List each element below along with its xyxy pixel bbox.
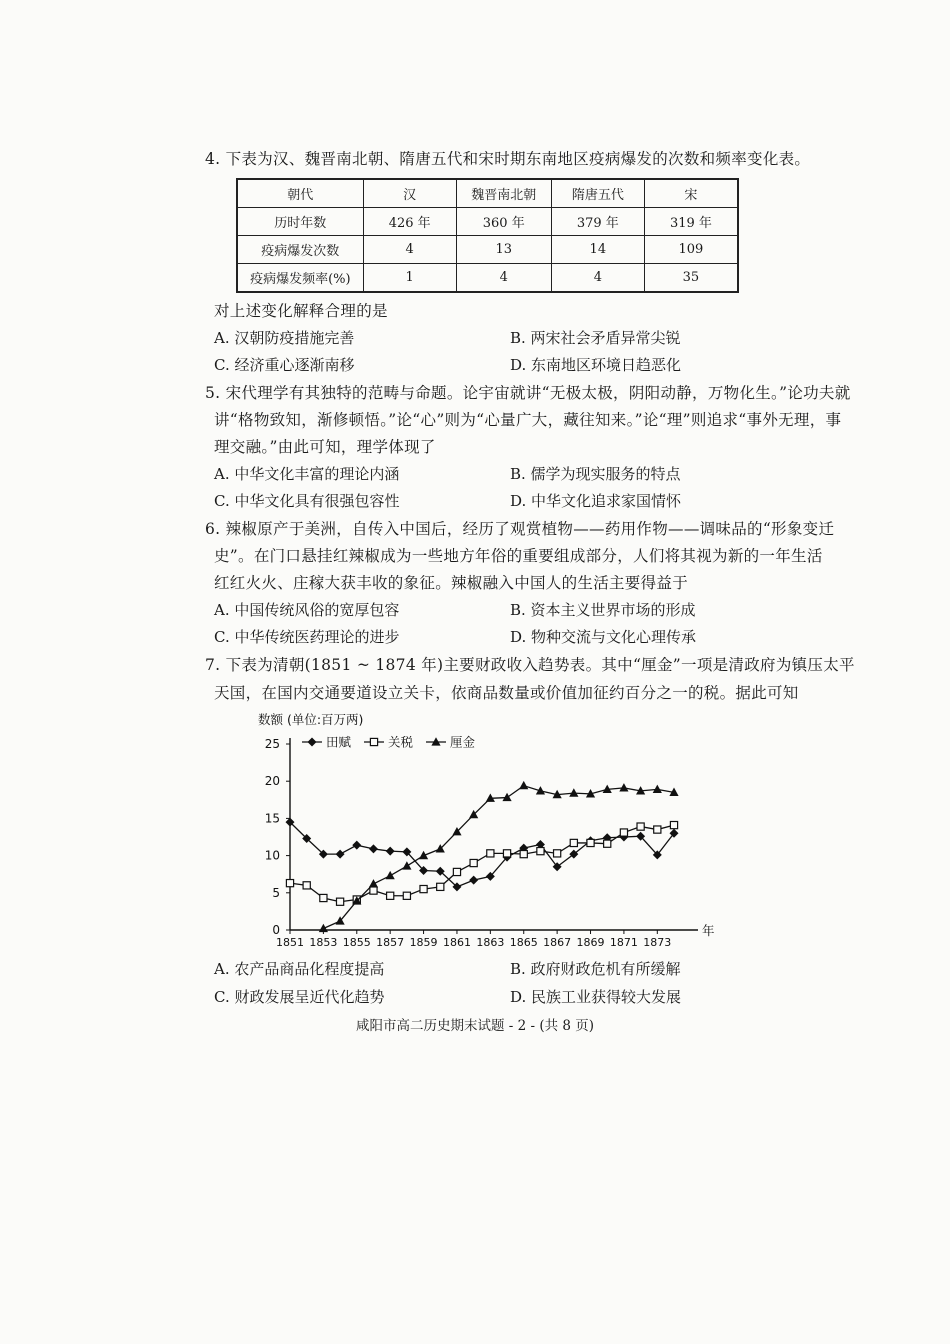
table-cell: 4 — [551, 264, 644, 293]
legend-marker — [308, 738, 317, 747]
data-point — [320, 894, 327, 901]
x-tick-label: 1859 — [409, 936, 438, 949]
table-cell: 109 — [644, 236, 738, 264]
data-point — [502, 793, 511, 801]
x-tick-label: 1871 — [609, 936, 638, 949]
x-tick-label: 1865 — [509, 936, 538, 949]
table-cell: 360 年 — [456, 208, 551, 236]
x-tick-label: 1869 — [576, 936, 605, 949]
table-cell: 魏晋南北朝 — [456, 179, 551, 208]
y-tick-label: 20 — [264, 774, 280, 789]
table-cell: 319 年 — [644, 208, 738, 236]
legend-label: 田赋 — [326, 734, 352, 750]
q6-option-c[interactable]: C. 中华传统医药理论的进步 — [214, 628, 400, 646]
q6-stem-line-2: 史”。在门口悬挂红辣椒成为一些地方年俗的重要组成部分，人们将其视为新的一年生活 — [214, 547, 823, 565]
x-tick-label: 1867 — [543, 936, 572, 949]
series-line-0 — [290, 822, 674, 887]
legend-label: 关税 — [388, 734, 414, 750]
data-point — [470, 859, 477, 866]
data-point — [637, 823, 644, 830]
table-cell: 13 — [456, 236, 551, 264]
data-point — [554, 850, 561, 857]
data-point — [604, 840, 611, 847]
data-point — [303, 882, 310, 889]
series-line-1 — [290, 825, 674, 902]
data-point — [587, 839, 594, 846]
data-point — [387, 892, 394, 899]
x-tick-label: 1853 — [309, 936, 338, 949]
x-tick-label: 1861 — [442, 936, 471, 949]
data-point — [503, 850, 510, 857]
data-point — [352, 841, 361, 850]
data-point — [670, 821, 677, 828]
y-axis-label: 数额 (单位:百万两) — [258, 712, 364, 727]
data-point — [620, 829, 627, 836]
data-point — [520, 851, 527, 858]
data-point — [570, 839, 577, 846]
q5-option-a[interactable]: A. 中华文化丰富的理论内涵 — [214, 465, 400, 483]
x-tick-label: 1863 — [476, 936, 505, 949]
y-tick-label: 15 — [264, 811, 280, 826]
table-row — [237, 236, 738, 264]
data-point — [336, 898, 343, 905]
data-point — [369, 844, 378, 853]
q5-stem-line-3: 理交融。”由此可知，理学体现了 — [214, 438, 436, 456]
table-cell: 4 — [363, 236, 456, 264]
data-point — [386, 871, 395, 879]
data-point — [403, 892, 410, 899]
q4-table — [236, 178, 739, 293]
table-cell: 426 年 — [363, 208, 456, 236]
y-tick-label: 25 — [264, 737, 280, 751]
q6-stem-line-3: 红红火火、庄稼大获丰收的象征。辣椒融入中国人的生活主要得益于 — [214, 574, 689, 592]
data-point — [402, 861, 411, 869]
table-cell: 35 — [644, 264, 738, 293]
x-tick-label: 1857 — [376, 936, 405, 949]
q7-option-b[interactable]: B. 政府财政危机有所缓解 — [510, 960, 681, 978]
table-cell: 汉 — [363, 179, 456, 208]
x-tick-label: 1851 — [276, 936, 304, 949]
x-axis-label: 年 — [702, 923, 715, 938]
data-point — [453, 868, 460, 875]
q6-stem-line-1: 6. 辣椒原产于美洲，自传入中国后，经历了观赏植物——药用作物——调味品的“形象变迁 — [205, 520, 835, 538]
data-point — [369, 879, 378, 887]
data-point — [519, 781, 528, 789]
x-tick-label: 1873 — [643, 936, 672, 949]
q4-prompt: 对上述变化解释合理的是 — [214, 302, 388, 320]
data-point — [487, 850, 494, 857]
q6-option-d[interactable]: D. 物种交流与文化心理传承 — [510, 628, 697, 646]
table-row — [237, 264, 738, 293]
table-cell: 疫病爆发频率(%) — [237, 264, 363, 293]
table-cell: 14 — [551, 236, 644, 264]
page-footer: 咸阳市高二历史期末试题 - 2 - (共 8 页) — [355, 1018, 595, 1034]
table-header-row — [237, 179, 738, 208]
data-point — [420, 885, 427, 892]
q7-stem-line-2: 天国，在国内交通要道设立关卡，依商品数量或价值加征约百分之一的税。据此可知 — [214, 684, 799, 702]
data-point — [537, 848, 544, 855]
q4-option-a[interactable]: A. 汉朝防疫措施完善 — [214, 329, 355, 347]
table-cell: 379 年 — [551, 208, 644, 236]
table-cell: 隋唐五代 — [551, 179, 644, 208]
revenue-line-chart — [250, 706, 730, 956]
table-row — [237, 208, 738, 236]
legend-label: 厘金 — [450, 734, 476, 750]
q7-option-d[interactable]: D. 民族工业获得较大发展 — [510, 988, 682, 1006]
table-cell: 1 — [363, 264, 456, 293]
table-cell: 历时年数 — [237, 208, 363, 236]
data-point — [386, 847, 395, 856]
data-point — [319, 924, 328, 932]
data-point — [469, 876, 478, 885]
data-point — [569, 788, 578, 796]
q7-option-c[interactable]: C. 财政发展呈近代化趋势 — [214, 988, 385, 1006]
data-point — [654, 826, 661, 833]
table-cell: 疫病爆发次数 — [237, 236, 363, 264]
q4-option-c[interactable]: C. 经济重心逐渐南移 — [214, 356, 355, 374]
y-tick-label: 5 — [272, 885, 280, 900]
chart-marks — [286, 781, 679, 932]
data-point — [336, 850, 345, 859]
y-tick-label: 10 — [264, 848, 280, 863]
chart-legend — [302, 735, 476, 750]
q5-stem-line-1: 5. 宋代理学有其独特的范畴与命题。论宇宙就讲“无极太极，阴阳动静，万物化生。”论功夫就 — [205, 384, 851, 402]
data-point — [437, 883, 444, 890]
q5-option-d[interactable]: D. 中华文化追求家国情怀 — [510, 492, 682, 510]
q4-option-b[interactable]: B. 两宋社会矛盾异常尖锐 — [510, 329, 681, 347]
series-line-2 — [323, 786, 674, 929]
q4-option-d[interactable]: D. 东南地区环境日趋恶化 — [510, 356, 682, 374]
q6-option-a[interactable]: A. 中国传统风俗的宽厚包容 — [214, 601, 400, 619]
data-point — [370, 887, 377, 894]
data-point — [653, 785, 662, 793]
y-tick-label: 0 — [272, 923, 280, 937]
q6-option-b[interactable]: B. 资本主义世界市场的形成 — [510, 601, 696, 619]
table-cell: 宋 — [644, 179, 738, 208]
q4-stem: 4. 下表为汉、魏晋南北朝、隋唐五代和宋时期东南地区疫病爆发的次数和频率变化表。 — [205, 150, 811, 168]
q7-stem-line-1: 7. 下表为清朝(1851 ~ 1874 年)主要财政收入趋势表。其中“厘金”一项是清政府为镇压太平 — [205, 656, 855, 674]
q5-option-c[interactable]: C. 中华文化具有很强包容性 — [214, 492, 400, 510]
q7-option-a[interactable]: A. 农产品商品化程度提高 — [214, 960, 385, 978]
x-tick-label: 1855 — [342, 936, 371, 949]
q5-option-b[interactable]: B. 儒学为现实服务的特点 — [510, 465, 681, 483]
table-cell: 4 — [456, 264, 551, 293]
q5-stem-line-2: 讲“格物致知，渐修顿悟。”论“心”则为“心量广大，藏往知来。”论“理”则追求“事外无理，事 — [214, 411, 842, 429]
data-point — [619, 783, 628, 791]
data-point — [286, 880, 293, 887]
legend-marker — [370, 738, 377, 745]
table-cell: 朝代 — [237, 179, 363, 208]
